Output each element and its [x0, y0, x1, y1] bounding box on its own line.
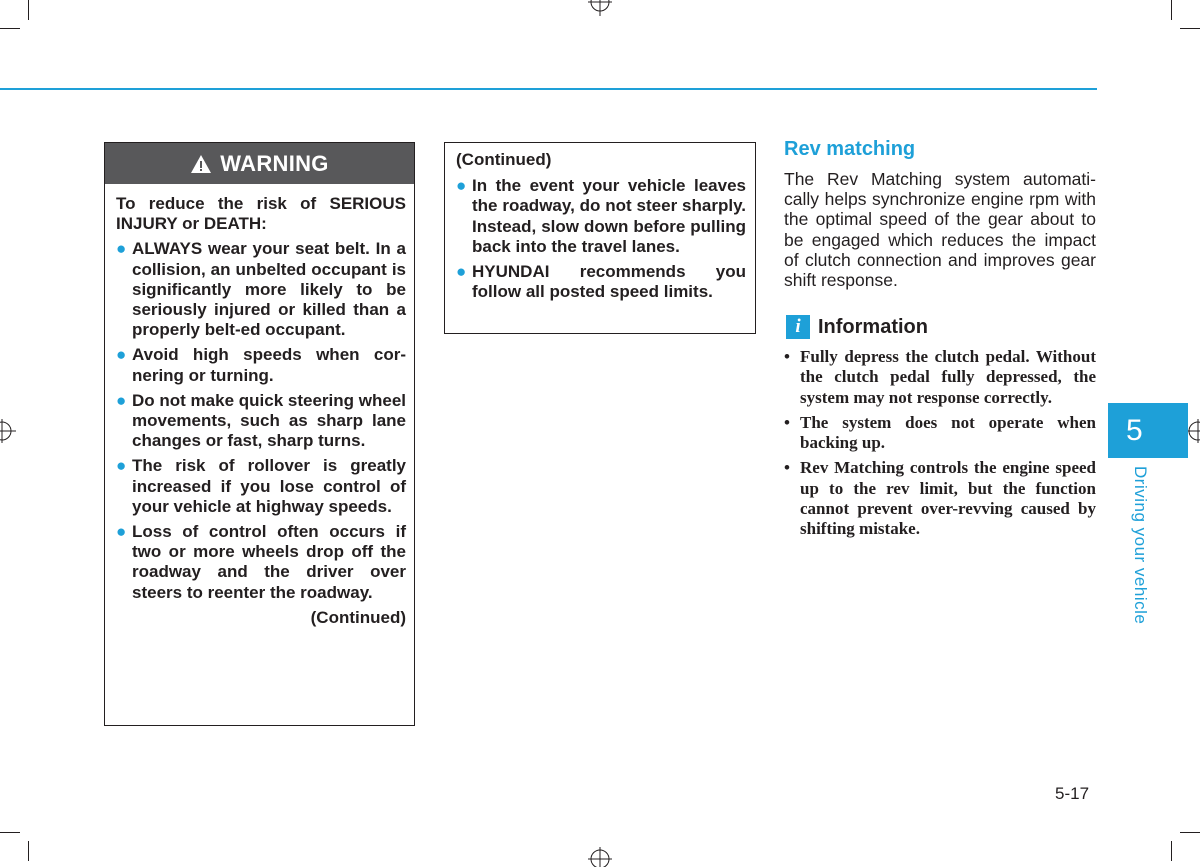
- list-item: ● HYUNDAI recommends you follow all posted speed limits.: [456, 262, 746, 302]
- bullet-icon: ●: [116, 345, 127, 365]
- bullet-icon: •: [784, 347, 790, 366]
- crop-mark: [1180, 28, 1200, 29]
- bullet-icon: ●: [116, 522, 127, 542]
- list-item: • The system does not operate when backing up.: [784, 412, 1096, 453]
- bullet-icon: ●: [456, 262, 467, 282]
- crop-mark: [28, 0, 29, 20]
- list-item: ● Loss of control often occurs if two or more wheels drop off the roadway and the driver over steers to reenter the roadway.: [116, 522, 406, 602]
- warning-body: [116, 194, 406, 628]
- warning-title: WARNING: [220, 150, 329, 176]
- list-item: ● ALWAYS wear your seat belt. In a collision, an unbelted occupant is significantly more likely to be seriously injured or killed than a properly belt-ed occupant.: [116, 239, 406, 340]
- section-text: The Rev Matching system automati-cally helps synchronize engine rpm with the optimal speed of the gear about to be engaged which reduces the impact of clutch connection and improves gear shift response.: [784, 169, 1096, 291]
- crop-mark: [0, 28, 20, 29]
- page-number: 5-17: [1055, 784, 1090, 803]
- chapter-label: Driving your vehicle: [1131, 466, 1150, 625]
- information-icon: i: [786, 315, 810, 339]
- bullet-icon: ●: [116, 456, 127, 476]
- information-title: Information: [818, 315, 928, 338]
- registration-mark-left: [0, 416, 20, 446]
- bullet-icon: •: [784, 458, 790, 478]
- crop-mark: [1180, 832, 1200, 833]
- warning-header: [105, 143, 414, 184]
- registration-mark-bottom: [585, 843, 615, 867]
- list-item: ● Avoid high speeds when cor-nering or turning.: [116, 345, 406, 385]
- list-item: ● In the event your vehicle leaves the roadway, do not steer sharply. Instead, slow down before pulling back into the travel lanes.: [456, 176, 746, 256]
- chapter-tab: 5: [1108, 403, 1188, 458]
- list-item: ● The risk of rollover is greatly increased if you lose control of your vehicle at highway speeds.: [116, 456, 406, 516]
- warning-intro: To reduce the risk of SERIOUS INJURY or DEATH:: [116, 194, 406, 234]
- bullet-icon: •: [784, 412, 790, 432]
- crop-mark: [28, 841, 29, 861]
- bullet-icon: ●: [116, 239, 127, 259]
- section-title: Rev matching: [784, 138, 916, 160]
- information-heading: [786, 315, 928, 339]
- bullet-icon: ●: [456, 176, 467, 196]
- information-list: [784, 347, 1096, 545]
- bullet-icon: ●: [116, 390, 127, 410]
- list-item: • Fully depress the clutch pedal. Without the clutch pedal fully depressed, the system may not response correctly.: [784, 347, 1096, 407]
- continued-label: (Continued): [310, 607, 406, 627]
- header-rule: [0, 88, 1097, 90]
- list-item: ● Do not make quick steering wheel movements, such as sharp lane changes or fast, sharp turns.: [116, 390, 406, 451]
- continued-heading: (Continued): [456, 150, 552, 169]
- continued-body: [456, 150, 746, 307]
- warning-triangle-icon: [190, 154, 212, 174]
- crop-mark: [1171, 0, 1172, 20]
- crop-mark: [1171, 841, 1172, 861]
- warning-box: [104, 142, 415, 726]
- crop-mark: [0, 832, 20, 833]
- registration-mark-top: [585, 0, 615, 20]
- list-item: • Rev Matching controls the engine speed up to the rev limit, but the function cannot prevent over-revving caused by shifting mistake.: [784, 458, 1096, 539]
- continued-box: [444, 142, 756, 334]
